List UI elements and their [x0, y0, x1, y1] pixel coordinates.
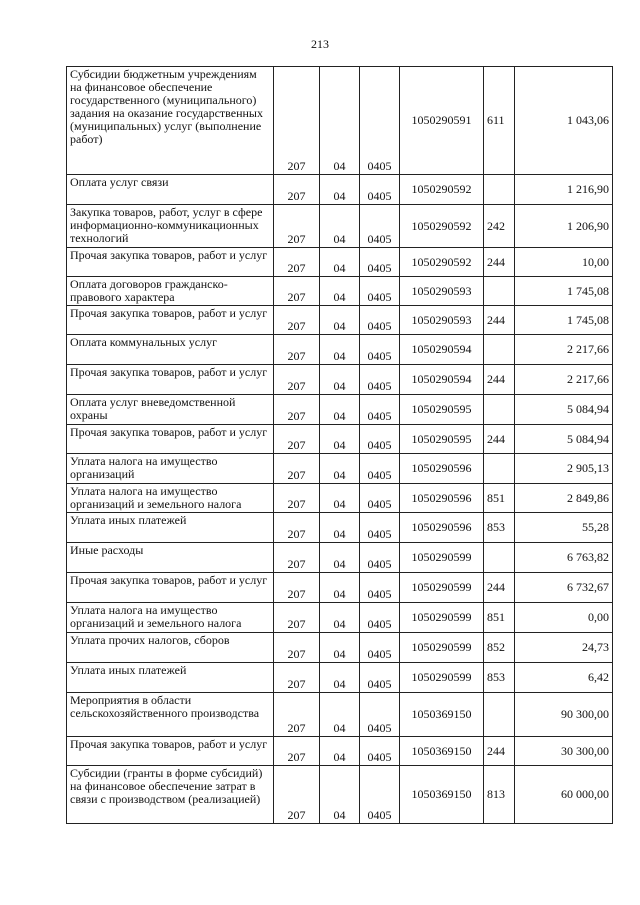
table-row [67, 543, 613, 573]
row-amount: 2 905,13 [515, 454, 613, 484]
row-amount: 2 217,66 [515, 365, 613, 395]
row-section-code: 04 [320, 67, 360, 175]
table-row [67, 306, 613, 335]
row-target-code: 1050290595 [400, 425, 484, 454]
row-ved-code: 207 [274, 248, 320, 277]
row-name: Оплата договоров гражданско-правового характера [67, 277, 274, 306]
row-target-code: 1050290599 [400, 603, 484, 633]
row-amount: 1 745,08 [515, 306, 613, 335]
row-name: Оплата услуг вневедомственной охраны [67, 395, 274, 425]
row-expense-type: 242 [484, 205, 515, 248]
row-amount: 5 084,94 [515, 425, 613, 454]
row-ved-code: 207 [274, 306, 320, 335]
row-amount: 6 763,82 [515, 543, 613, 573]
row-subsection-code: 0405 [360, 175, 400, 205]
row-subsection-code: 0405 [360, 277, 400, 306]
row-target-code: 1050369150 [400, 737, 484, 766]
row-expense-type: 244 [484, 573, 515, 603]
row-ved-code: 207 [274, 454, 320, 484]
row-subsection-code: 0405 [360, 395, 400, 425]
row-ved-code: 207 [274, 737, 320, 766]
row-ved-code: 207 [274, 766, 320, 824]
row-target-code: 1050369150 [400, 693, 484, 737]
row-subsection-code: 0405 [360, 766, 400, 824]
row-amount: 10,00 [515, 248, 613, 277]
row-name: Прочая закупка товаров, работ и услуг [67, 737, 274, 766]
row-section-code: 04 [320, 484, 360, 513]
row-name: Уплата прочих налогов, сборов [67, 633, 274, 663]
row-amount: 6 732,67 [515, 573, 613, 603]
row-section-code: 04 [320, 693, 360, 737]
row-subsection-code: 0405 [360, 663, 400, 693]
row-ved-code: 207 [274, 663, 320, 693]
row-name: Субсидии бюджетным учреждениям на финансовое обеспечение государственного (муниципального) задания на оказание государственных (муниципальных) услуг (выполнение работ) [67, 67, 274, 175]
row-expense-type [484, 175, 515, 205]
row-target-code: 1050290599 [400, 663, 484, 693]
budget-table [66, 66, 613, 824]
row-ved-code: 207 [274, 633, 320, 663]
row-section-code: 04 [320, 633, 360, 663]
row-target-code: 1050290593 [400, 306, 484, 335]
row-name: Оплата услуг связи [67, 175, 274, 205]
row-section-code: 04 [320, 603, 360, 633]
row-section-code: 04 [320, 663, 360, 693]
row-amount: 30 300,00 [515, 737, 613, 766]
row-subsection-code: 0405 [360, 484, 400, 513]
row-amount: 55,28 [515, 513, 613, 543]
row-expense-type: 851 [484, 603, 515, 633]
table-row [67, 484, 613, 513]
row-expense-type [484, 693, 515, 737]
row-name: Оплата коммунальных услуг [67, 335, 274, 365]
row-ved-code: 207 [274, 335, 320, 365]
row-subsection-code: 0405 [360, 693, 400, 737]
table-row [67, 573, 613, 603]
row-subsection-code: 0405 [360, 205, 400, 248]
row-expense-type: 853 [484, 513, 515, 543]
row-subsection-code: 0405 [360, 454, 400, 484]
row-section-code: 04 [320, 454, 360, 484]
row-amount: 1 745,08 [515, 277, 613, 306]
row-ved-code: 207 [274, 67, 320, 175]
row-name: Закупка товаров, работ, услуг в сфере информационно-коммуникационных технологий [67, 205, 274, 248]
row-name: Уплата иных платежей [67, 513, 274, 543]
table-row [67, 248, 613, 277]
row-expense-type: 244 [484, 737, 515, 766]
table-row [67, 454, 613, 484]
row-amount: 6,42 [515, 663, 613, 693]
table-row [67, 395, 613, 425]
row-name: Мероприятия в области сельскохозяйственного производства [67, 693, 274, 737]
row-target-code: 1050290599 [400, 573, 484, 603]
row-section-code: 04 [320, 306, 360, 335]
row-subsection-code: 0405 [360, 737, 400, 766]
row-ved-code: 207 [274, 484, 320, 513]
row-ved-code: 207 [274, 513, 320, 543]
table-row [67, 693, 613, 737]
row-section-code: 04 [320, 175, 360, 205]
row-expense-type: 244 [484, 306, 515, 335]
table-row [67, 175, 613, 205]
row-name: Уплата налога на имущество организаций [67, 454, 274, 484]
row-amount: 1 206,90 [515, 205, 613, 248]
row-expense-type: 853 [484, 663, 515, 693]
row-target-code: 1050290596 [400, 513, 484, 543]
row-expense-type [484, 543, 515, 573]
row-subsection-code: 0405 [360, 513, 400, 543]
table-row [67, 663, 613, 693]
row-ved-code: 207 [274, 205, 320, 248]
row-name: Прочая закупка товаров, работ и услуг [67, 306, 274, 335]
row-amount: 1 216,90 [515, 175, 613, 205]
row-amount: 5 084,94 [515, 395, 613, 425]
row-section-code: 04 [320, 277, 360, 306]
table-row [67, 365, 613, 395]
row-amount: 2 217,66 [515, 335, 613, 365]
row-target-code: 1050290592 [400, 248, 484, 277]
row-expense-type: 244 [484, 425, 515, 454]
row-ved-code: 207 [274, 603, 320, 633]
row-name: Субсидии (гранты в форме субсидий) на финансовое обеспечение затрат в связи с производством (реализацией) [67, 766, 274, 824]
row-target-code: 1050290599 [400, 633, 484, 663]
row-target-code: 1050290596 [400, 454, 484, 484]
budget-table-body [67, 67, 613, 824]
row-amount: 1 043,06 [515, 67, 613, 175]
row-expense-type [484, 395, 515, 425]
row-expense-type: 851 [484, 484, 515, 513]
row-target-code: 1050290595 [400, 395, 484, 425]
row-target-code: 1050290599 [400, 543, 484, 573]
row-section-code: 04 [320, 425, 360, 454]
row-amount: 2 849,86 [515, 484, 613, 513]
row-ved-code: 207 [274, 573, 320, 603]
row-name: Прочая закупка товаров, работ и услуг [67, 425, 274, 454]
row-ved-code: 207 [274, 365, 320, 395]
row-subsection-code: 0405 [360, 425, 400, 454]
table-row [67, 633, 613, 663]
row-section-code: 04 [320, 737, 360, 766]
row-subsection-code: 0405 [360, 603, 400, 633]
row-ved-code: 207 [274, 175, 320, 205]
row-section-code: 04 [320, 573, 360, 603]
row-name: Прочая закупка товаров, работ и услуг [67, 573, 274, 603]
row-section-code: 04 [320, 395, 360, 425]
row-subsection-code: 0405 [360, 335, 400, 365]
table-row [67, 277, 613, 306]
row-amount: 60 000,00 [515, 766, 613, 824]
row-ved-code: 207 [274, 395, 320, 425]
row-subsection-code: 0405 [360, 306, 400, 335]
table-row [67, 766, 613, 824]
row-subsection-code: 0405 [360, 633, 400, 663]
row-amount: 90 300,00 [515, 693, 613, 737]
row-expense-type: 244 [484, 365, 515, 395]
row-amount: 0,00 [515, 603, 613, 633]
row-name: Уплата налога на имущество организаций и земельного налога [67, 603, 274, 633]
row-target-code: 1050369150 [400, 766, 484, 824]
row-section-code: 04 [320, 248, 360, 277]
row-section-code: 04 [320, 365, 360, 395]
row-target-code: 1050290593 [400, 277, 484, 306]
table-row [67, 737, 613, 766]
row-subsection-code: 0405 [360, 543, 400, 573]
row-target-code: 1050290591 [400, 67, 484, 175]
row-target-code: 1050290592 [400, 205, 484, 248]
row-target-code: 1050290592 [400, 175, 484, 205]
row-ved-code: 207 [274, 277, 320, 306]
row-subsection-code: 0405 [360, 67, 400, 175]
row-ved-code: 207 [274, 425, 320, 454]
table-row [67, 335, 613, 365]
row-name: Иные расходы [67, 543, 274, 573]
row-subsection-code: 0405 [360, 248, 400, 277]
row-expense-type: 244 [484, 248, 515, 277]
row-name: Уплата налога на имущество организаций и земельного налога [67, 484, 274, 513]
row-expense-type [484, 277, 515, 306]
row-section-code: 04 [320, 513, 360, 543]
row-target-code: 1050290594 [400, 365, 484, 395]
row-expense-type: 611 [484, 67, 515, 175]
table-row [67, 67, 613, 175]
table-row [67, 425, 613, 454]
table-row [67, 513, 613, 543]
row-ved-code: 207 [274, 543, 320, 573]
row-ved-code: 207 [274, 693, 320, 737]
row-expense-type [484, 454, 515, 484]
row-name: Прочая закупка товаров, работ и услуг [67, 365, 274, 395]
row-expense-type: 813 [484, 766, 515, 824]
table-row [67, 205, 613, 248]
row-target-code: 1050290596 [400, 484, 484, 513]
row-section-code: 04 [320, 205, 360, 248]
row-target-code: 1050290594 [400, 335, 484, 365]
row-amount: 24,73 [515, 633, 613, 663]
row-section-code: 04 [320, 766, 360, 824]
page-number: 213 [311, 37, 329, 51]
row-section-code: 04 [320, 543, 360, 573]
row-section-code: 04 [320, 335, 360, 365]
row-subsection-code: 0405 [360, 365, 400, 395]
row-subsection-code: 0405 [360, 573, 400, 603]
table-row [67, 603, 613, 633]
row-expense-type: 852 [484, 633, 515, 663]
row-name: Уплата иных платежей [67, 663, 274, 693]
row-expense-type [484, 335, 515, 365]
row-name: Прочая закупка товаров, работ и услуг [67, 248, 274, 277]
